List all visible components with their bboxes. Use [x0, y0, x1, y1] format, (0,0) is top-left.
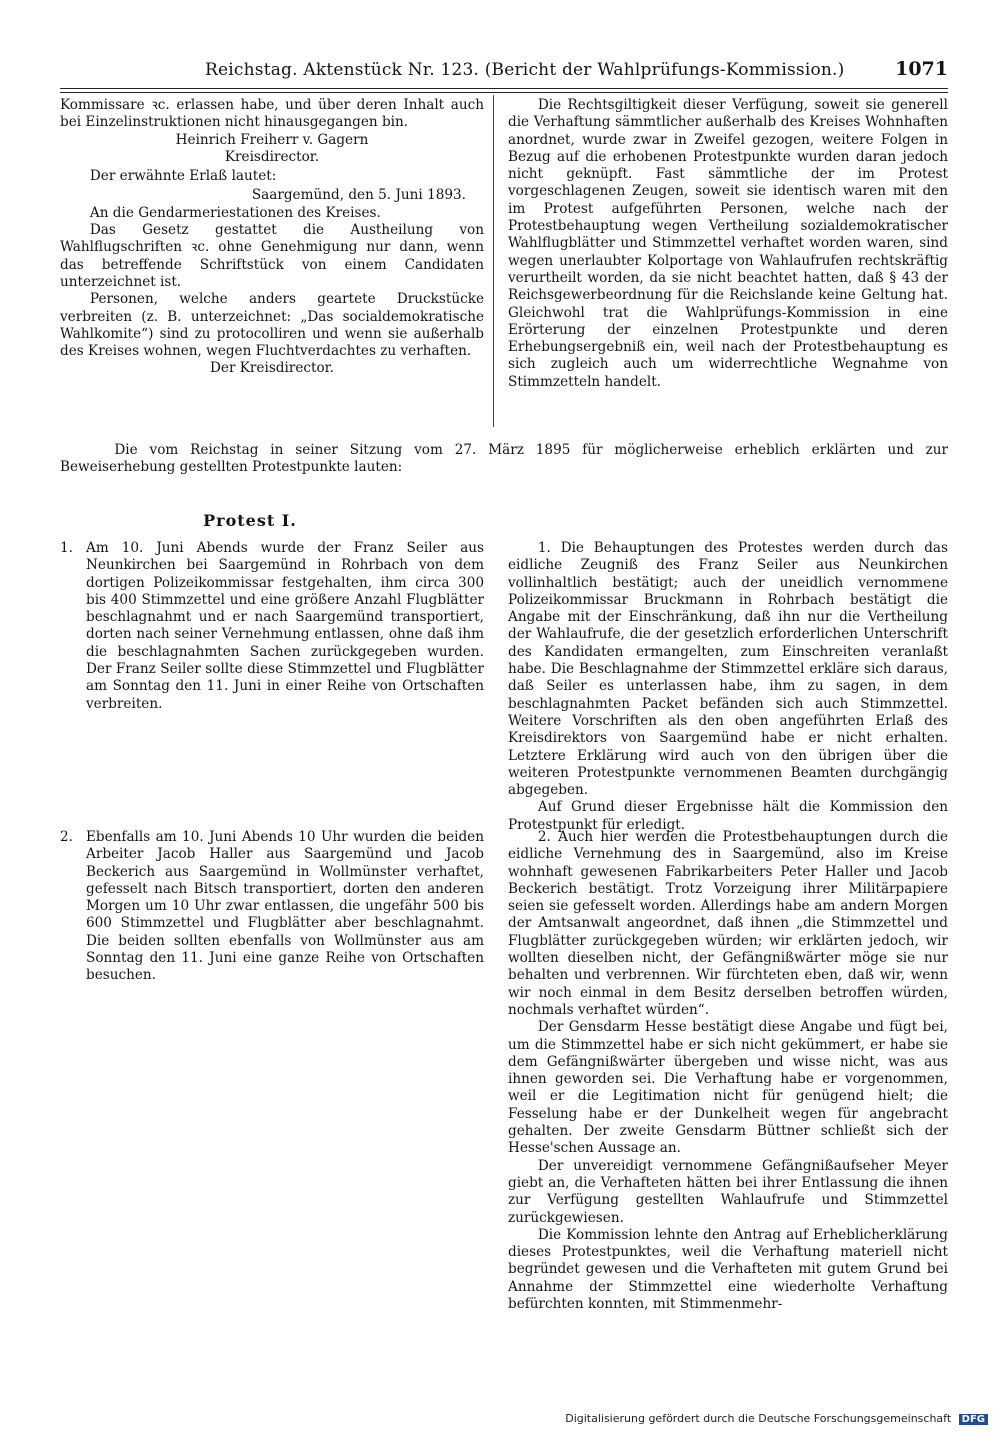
- header-rule: [60, 88, 948, 89]
- intro-paragraph: Die vom Reichstag in seiner Sitzung vom 27. März 1895 für möglicherweise erheblich erklärten und zur Beweiserhebung gestellten Protestpunkte lauten:: [60, 442, 948, 476]
- protest-item: [60, 540, 484, 713]
- findings-column: [508, 540, 948, 834]
- item-number: 1.: [60, 540, 73, 556]
- item-text: Ebenfalls am 10. Juni Abends 10 Uhr wurden die beiden Arbeiter Jacob Haller aus Saargemünd und Jacob Beckerich aus Saargemünd in Wollmünster verhaftet, gefesselt nach Bitsch transportiert, dorten den anderen Morgen um 10 Uhr zwar entlassen, die ungefähr 500 bis 600 Stimmzettel und Flugblätter aber beschlagnahmt. Die beiden sollten ebenfalls von Wollmünster aus am Sonntag den 11. Juni eine ganze Reihe von Ortschaften besuchen.: [86, 829, 484, 984]
- top-right-column: [508, 97, 948, 391]
- footer-text: Digitalisierung gefördert durch die Deutsche Forschungsgemeinschaft: [565, 1412, 952, 1425]
- paragraph: Die Rechtsgiltigkeit dieser Verfügung, soweit sie generell die Verhaftung sämmtlicher außerhalb des Kreises Wohnhaften anordnet, wurde zwar in Zweifel gezogen, weitere Folgen in Bezug auf die erhobenen Protestpunkte wurden daran jedoch nicht geknüpft. Fast sämmtliche der im Protest vorgeschlagenen Zeugen, soweit sie identisch waren mit den im Protest aufgeführten Personen, welche nach der Protestbehauptung wegen Vertheilung sozialdemokratischer Wahlflugblätter und Stimmzettel verhaftet worden waren, sind wegen unerlaubter Kolportage von Wahlaufrufen rechtskräftig verurtheilt worden, da sie nicht beachtet hatten, daß § 43 der Reichsgewerbeordnung für die Reichslande keine Geltung hat. Gleichwohl trat die Wahlprüfungs-Kommission in eine Erörterung der einzelnen Protestpunkte und deren Erhebungsergebniß ein, weil nach der Protestbehauptung es sich zugleich auch um widerrechtliche Wegnahme von Stimmzetteln handelt.: [508, 97, 948, 390]
- closing-signature: Der Kreisdirector.: [210, 360, 334, 377]
- paragraph: 2. Auch hier werden die Protestbehauptungen durch die eidliche Vernehmung des in Saargemünd, also im Kreise wohnhaft gewesenen Fabrikarbeiters Peter Haller und Jacob Beckerich bestätigt. Trotz Vorzeigung ihrer Militärpapiere seien sie gefesselt worden. Allerdings habe am andern Morgen der Amtsanwalt angeordnet, daß ihnen „die Stimmzettel und Flugblätter zurückgegeben würden; wir erklärten jedoch, wir wollten dieselben nicht, der Gefängnißwärter möge sie nur behalten und verbrennen. Wir fürchteten eben, daß wir, wenn wir noch einmal in dem Besitz derselben betroffen würden, nochmals verhaftet würden“.: [508, 829, 948, 1018]
- protest-item: [60, 829, 484, 985]
- top-left-column: [60, 97, 484, 378]
- item-number: 2.: [60, 829, 73, 845]
- addressee: An die Gendarmeriestationen des Kreises.: [89, 204, 381, 221]
- paragraph: Auf Grund dieser Ergebnisse hält die Kommission den Protestpunkt für erledigt.: [508, 799, 948, 833]
- signature-name: Heinrich Freiherr v. Gagern: [175, 131, 369, 148]
- date-line: Saargemünd, den 5. Juni 1893.: [251, 187, 466, 204]
- section-heading: Protest I.: [203, 511, 297, 530]
- paragraph: Personen, welche anders geartete Druckstücke verbreiten (z. B. unterzeichnet: „Das socialdemokratische Wahlkomite“) sind zu protocolliren und wenn sie außerhalb des Kreises wohnen, wegen Fluchtverdachtes zu verhaften.: [60, 291, 484, 360]
- item-text: Am 10. Juni Abends wurde der Franz Seiler aus Neunkirchen bei Saargemünd in Rohrbach von dem dortigen Polizeikommissar festgehalten, ihm circa 300 bis 400 Stimmzettel und eine größere Anzahl Flugblätter beschlagnahmt und er nach Saargemünd transportiert, dorten nach seiner Vernehmung entlassen, ohne daß ihm die beschlagnahmten Sachen zurückgegeben wurden. Der Franz Seiler sollte diese Stimmzettel und Flugblätter am Sonntag den 11. Juni in einer Reihe von Ortschaften verbreiten.: [86, 540, 484, 712]
- column-divider: [493, 95, 494, 427]
- digitization-footer: [565, 1412, 988, 1425]
- paragraph: Die Kommission lehnte den Antrag auf Erheblicherklärung dieses Protestpunktes, weil die Verhaftung materiell nicht begründet gewesen und die Verhafteten mit gutem Grund bei Annahme der Stimmzettel eine wiederholte Verhaftung befürchten konnten, mit Stimmenmehr-: [508, 1226, 948, 1313]
- running-header: [205, 58, 948, 84]
- paragraph: Der unvereidigt vernommene Gefängnißaufseher Meyer giebt an, die Verhafteten hätten bei ihrer Entlassung die ihnen zur Verfügung gestellten Wahlaufrufe und Stimmzettel zurückgewiesen.: [508, 1157, 948, 1226]
- paragraph: Der erwähnte Erlaß lautet:: [89, 168, 277, 185]
- page-number: 1071: [895, 58, 948, 80]
- paragraph: Das Gesetz gestattet die Austheilung von Wahlflugschriften ꝛc. ohne Genehmigung nur dann, wenn das betreffende Schriftstück von einem Candidaten unterzeichnet ist.: [60, 222, 484, 290]
- findings-column-2: [508, 829, 948, 1313]
- dfg-logo: DFG: [959, 1414, 988, 1425]
- paragraph: 1. Die Behauptungen des Protestes werden durch das eidliche Zeugniß des Franz Seiler aus Neunkirchen vollinhaltlich bestätigt; auch der uneidlich vernommene Polizeikommissar Bruckmann in Rohrbach bestätigt die Angabe mit der Einschränkung, daß ihn nur die Vertheilung der Wahlaufrufe, die der gesetzlich erforderlichen Unterschrift des Kandidaten ermangelten, zum Einschreiten veranlaßt habe. Die Beschlagnahme der Stimmzettel erkläre sich daraus, daß Seiler es unterlassen habe, ihm zu sagen, in dem beschlagnahmten Packet befänden sich auch Stimmzettel. Weitere Vorschriften als den oben angeführten Erlaß des Kreisdirektors von Saargemünd habe er nicht erhalten. Letztere Erklärung wird auch von den übrigen über die weiteren Protestpunkte vernommenen Beamten durchgängig abgegeben.: [508, 540, 948, 799]
- signature-title: Kreisdirector.: [224, 148, 320, 165]
- header-rule-double: [60, 92, 948, 93]
- header-title: Reichstag. Aktenstück Nr. 123. (Bericht der Wahlprüfungs-Kommission.): [205, 60, 845, 80]
- paragraph: Der Gensdarm Hesse bestätigt diese Angabe und fügt bei, um die Stimmzettel habe er sich nicht gekümmert, er habe sie dem Gefängnißwärter übergeben und wisse nicht, was aus ihnen geworden sei. Die Verhaftung habe er vorgenommen, weil er die Legitimation nicht für genügend hielt; die Fesselung habe er der Dunkelheit wegen für angebracht gehalten. Der zweite Gensdarm Büttner schließt sich der Hesse'schen Aussage an.: [508, 1019, 948, 1157]
- paragraph: Kommissare ꝛc. erlassen habe, und über deren Inhalt auch bei Einzelinstruktionen nicht hinausgegangen bin.: [60, 97, 484, 131]
